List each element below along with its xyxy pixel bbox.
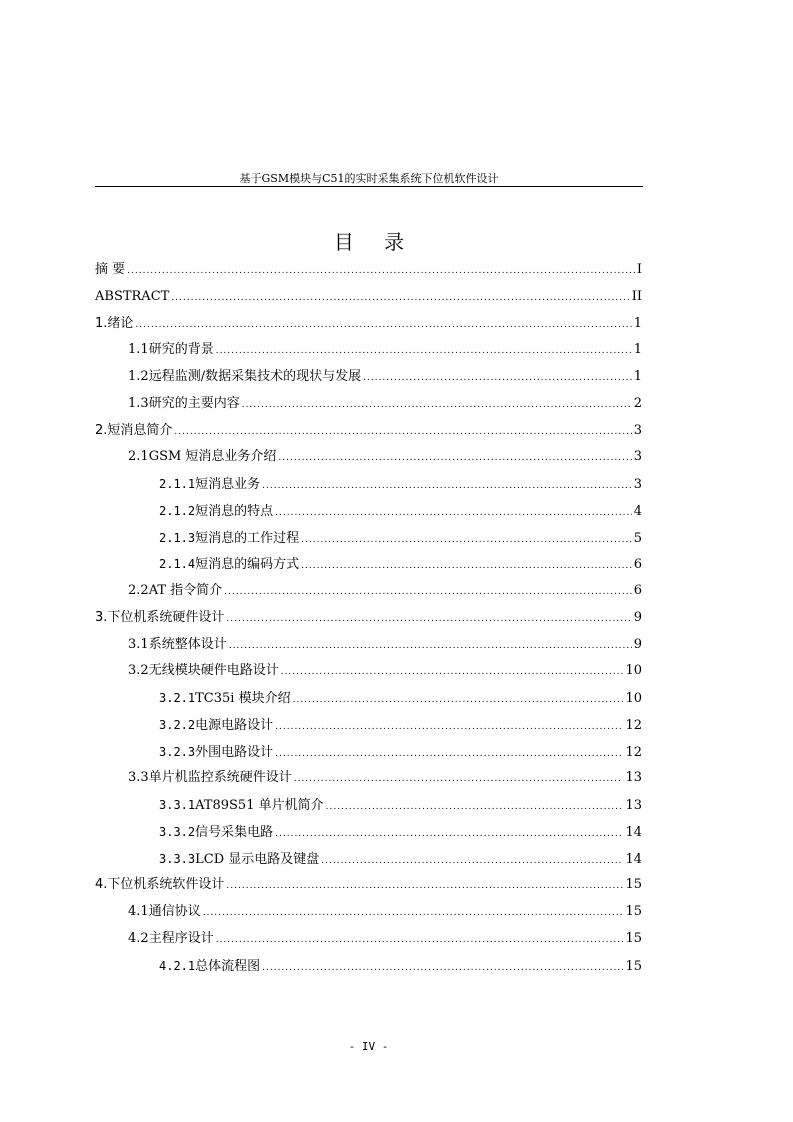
toc-entry[interactable] bbox=[95, 739, 642, 766]
toc-entry-page: 1 bbox=[633, 315, 642, 331]
toc-leader-dots bbox=[363, 365, 632, 391]
toc-entry-number: 2.1.4 bbox=[159, 557, 196, 572]
toc-entry-number: 4.2.1 bbox=[159, 958, 196, 973]
toc-entry[interactable] bbox=[95, 525, 642, 552]
toc-entry-label: 短消息业务 bbox=[195, 477, 261, 492]
toc-entry[interactable] bbox=[95, 685, 642, 712]
toc-leader-dots bbox=[321, 848, 623, 874]
toc-entry-page: II bbox=[631, 288, 642, 304]
toc-leader-dots bbox=[203, 900, 624, 926]
toc-entry-number: 3.2.1 bbox=[159, 691, 196, 705]
toc-leader-dots bbox=[275, 714, 623, 740]
toc-entry[interactable] bbox=[95, 926, 642, 953]
toc-entry-page: I bbox=[636, 262, 642, 277]
toc-entry-label: 外围电路设计 bbox=[195, 744, 274, 760]
toc-leader-dots bbox=[278, 445, 631, 471]
toc-entry-page: 5 bbox=[633, 530, 642, 546]
toc-entry-label: 系统整体设计 bbox=[148, 636, 227, 652]
toc-entry[interactable] bbox=[95, 578, 642, 605]
toc-leader-dots bbox=[293, 687, 624, 713]
toc-entry[interactable] bbox=[95, 792, 642, 819]
toc-entry[interactable] bbox=[95, 391, 642, 418]
toc-entry-label: 短消息的编码方式 bbox=[195, 557, 300, 573]
toc-entry-number: 3.1 bbox=[128, 636, 149, 652]
toc-entry[interactable] bbox=[95, 551, 642, 578]
toc-entry[interactable] bbox=[95, 605, 642, 632]
toc-entry-number: 3.3.2 bbox=[159, 824, 196, 839]
toc-entry-page: 14 bbox=[625, 851, 642, 867]
toc-entry[interactable] bbox=[95, 846, 642, 873]
toc-leader-dots bbox=[135, 312, 631, 338]
toc-entry-page: 15 bbox=[625, 904, 642, 919]
toc-leader-dots bbox=[229, 633, 632, 659]
toc-entry[interactable] bbox=[95, 364, 642, 391]
toc-leader-dots bbox=[294, 766, 624, 792]
toc-entry-number: 3.2 bbox=[128, 663, 149, 679]
toc-entry-page: 3 bbox=[633, 477, 642, 492]
toc-entry[interactable] bbox=[95, 658, 642, 685]
toc-entry[interactable] bbox=[95, 819, 642, 846]
toc-entry-number: 2.2 bbox=[128, 583, 149, 598]
toc-entry-page: 13 bbox=[625, 798, 642, 813]
table-of-contents bbox=[95, 257, 642, 979]
toc-entry-page: 14 bbox=[625, 824, 642, 840]
toc-entry-number: 2.1.1 bbox=[159, 477, 196, 491]
toc-leader-dots bbox=[216, 927, 624, 953]
toc-entry-label: TC35i 模块介绍 bbox=[195, 691, 291, 706]
toc-leader-dots bbox=[226, 606, 631, 632]
toc-entry-label: LCD 显示电路及键盘 bbox=[195, 851, 320, 867]
toc-entry-label: AT 指令简介 bbox=[148, 583, 223, 598]
toc-entry[interactable] bbox=[95, 899, 642, 926]
toc-leader-dots bbox=[127, 258, 635, 284]
toc-entry-page: 9 bbox=[633, 636, 642, 652]
toc-entry-page: 12 bbox=[625, 744, 642, 760]
toc-entry-label: ABSTRACT bbox=[95, 288, 170, 304]
toc-leader-dots bbox=[275, 500, 632, 526]
toc-leader-dots bbox=[226, 873, 623, 899]
toc-leader-dots bbox=[301, 553, 632, 579]
toc-entry-number: 1.3 bbox=[128, 395, 149, 411]
toc-entry-label: 远程监测/数据采集技术的现状与发展 bbox=[148, 369, 362, 384]
toc-entry-page: 1 bbox=[633, 342, 642, 358]
toc-leader-dots bbox=[275, 821, 623, 847]
toc-leader-dots bbox=[326, 794, 624, 820]
toc-entry[interactable] bbox=[95, 953, 642, 980]
toc-entry-label: 无线模块硬件电路设计 bbox=[148, 663, 279, 679]
toc-entry-page: 2 bbox=[633, 395, 642, 411]
toc-entry-page: 13 bbox=[625, 770, 642, 786]
toc-entry-label: 1.绪论 bbox=[95, 315, 134, 331]
running-header: 基于GSM模块与C51的实时采集系统下位机软件设计 bbox=[239, 172, 499, 185]
toc-entry-number: 3.2.2 bbox=[159, 717, 196, 732]
toc-entry-page: 3 bbox=[633, 449, 642, 465]
toc-entry-number: 3.3.1 bbox=[159, 798, 196, 812]
toc-entry-page: 15 bbox=[625, 877, 642, 893]
toc-entry[interactable] bbox=[95, 632, 642, 659]
toc-entry-label: 单片机监控系统硬件设计 bbox=[148, 770, 292, 786]
toc-leader-dots bbox=[216, 338, 632, 364]
toc-leader-dots bbox=[262, 473, 632, 499]
toc-leader-dots bbox=[275, 741, 623, 767]
toc-entry-label: 总体流程图 bbox=[195, 958, 261, 974]
toc-entry[interactable] bbox=[95, 498, 642, 525]
toc-entry-label: 摘 要 bbox=[95, 262, 126, 277]
toc-entry-number: 2.1.2 bbox=[159, 503, 196, 518]
toc-entry-label: AT89S51 单片机简介 bbox=[195, 798, 324, 813]
toc-entry-number: 4.1 bbox=[128, 904, 149, 919]
toc-entry-number: 1.2 bbox=[128, 369, 149, 384]
header-rule bbox=[95, 186, 643, 187]
toc-entry[interactable] bbox=[95, 418, 642, 445]
toc-entry-label: 短消息的特点 bbox=[195, 503, 274, 519]
toc-entry[interactable] bbox=[95, 337, 642, 364]
toc-entry-page: 6 bbox=[633, 557, 642, 573]
toc-leader-dots bbox=[171, 285, 629, 311]
toc-entry-label: 通信协议 bbox=[148, 904, 201, 919]
toc-entry-page: 15 bbox=[625, 958, 642, 974]
toc-entry-page: 10 bbox=[625, 691, 642, 706]
toc-entry-page: 6 bbox=[633, 583, 642, 598]
toc-entry-number: 3.2.3 bbox=[159, 744, 196, 759]
toc-entry[interactable] bbox=[95, 257, 642, 284]
toc-entry-page: 9 bbox=[633, 609, 642, 625]
page-number: - IV - bbox=[348, 1040, 389, 1053]
toc-entry[interactable] bbox=[95, 471, 642, 498]
toc-entry[interactable] bbox=[95, 311, 642, 338]
toc-entry[interactable] bbox=[95, 712, 642, 739]
toc-leader-dots bbox=[301, 527, 632, 553]
toc-entry-number: 2.1 bbox=[128, 449, 149, 465]
toc-entry-page: 12 bbox=[625, 717, 642, 733]
toc-entry-number: 3.3 bbox=[128, 770, 149, 786]
toc-entry-label: 研究的背景 bbox=[148, 342, 214, 358]
toc-leader-dots bbox=[242, 392, 632, 418]
toc-leader-dots bbox=[174, 419, 631, 445]
toc-entry-number: 4.2 bbox=[128, 930, 149, 946]
toc-entry-label: 电源电路设计 bbox=[195, 717, 274, 733]
toc-entry-label: GSM 短消息业务介绍 bbox=[148, 449, 277, 465]
toc-entry[interactable] bbox=[95, 284, 642, 311]
toc-entry-page: 3 bbox=[633, 422, 642, 438]
toc-entry-label: 4.下位机系统软件设计 bbox=[95, 877, 225, 893]
toc-entry-number: 3.3.3 bbox=[159, 851, 196, 866]
toc-leader-dots bbox=[281, 659, 624, 685]
toc-leader-dots bbox=[224, 579, 632, 605]
toc-entry-label: 2.短消息简介 bbox=[95, 422, 173, 438]
toc-entry-label: 主程序设计 bbox=[148, 930, 214, 946]
toc-entry-page: 10 bbox=[625, 663, 642, 679]
toc-entry-number: 1.1 bbox=[128, 342, 149, 358]
toc-entry[interactable] bbox=[95, 444, 642, 471]
toc-title: 目 录 bbox=[333, 230, 417, 254]
toc-entry-label: 研究的主要内容 bbox=[148, 395, 240, 411]
toc-leader-dots bbox=[262, 955, 623, 981]
toc-entry[interactable] bbox=[95, 872, 642, 899]
toc-entry-label: 短消息的工作过程 bbox=[195, 530, 300, 546]
toc-entry[interactable] bbox=[95, 765, 642, 792]
toc-entry-page: 4 bbox=[633, 503, 642, 519]
toc-entry-number: 2.1.3 bbox=[159, 530, 196, 545]
toc-entry-page: 15 bbox=[625, 930, 642, 946]
toc-entry-page: 1 bbox=[633, 369, 642, 384]
toc-entry-label: 信号采集电路 bbox=[195, 824, 274, 840]
toc-entry-label: 3.下位机系统硬件设计 bbox=[95, 609, 225, 625]
